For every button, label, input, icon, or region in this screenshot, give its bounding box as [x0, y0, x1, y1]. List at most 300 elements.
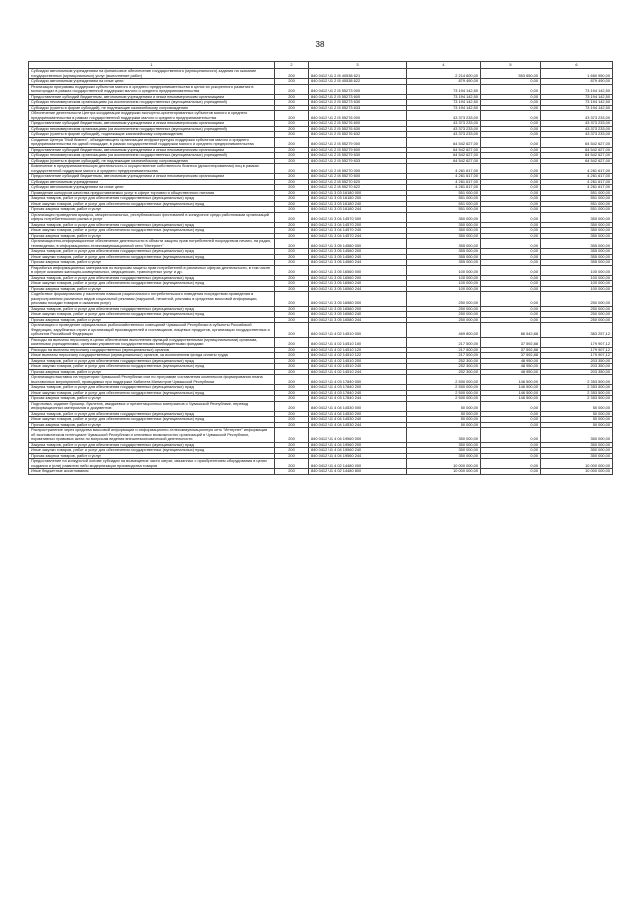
row-code-cell: 200 [275, 358, 309, 364]
row-remaining-cell: 64 542 627,00 [541, 147, 613, 153]
row-code-cell: 200 [275, 254, 309, 260]
row-kbk-cell: 840 0412 Ч1 4 04 19560 240 [309, 448, 407, 454]
row-planned-cell: 355 000,00 [407, 260, 481, 266]
row-executed-cell: 0,00 [481, 292, 541, 307]
row-executed-cell: 0,00 [481, 164, 541, 174]
row-kbk-cell: 840 0412 Ч1 4 04 14530 000 [309, 401, 407, 411]
row-executed-cell: 0,00 [481, 260, 541, 266]
row-code-cell: 200 [275, 312, 309, 318]
row-executed-cell: 0,00 [481, 100, 541, 106]
row-kbk-cell: 840 0412 Ч1 4 02 14510 240 [309, 364, 407, 370]
row-kbk-cell: 840 0412 Ч1 4 04 14530 200 [309, 411, 407, 417]
row-name-cell: Прочая закупка товаров, работ и услуг [29, 286, 275, 292]
row-kbk-cell: 840 0412 Ч1 3 05 16580 200 [309, 306, 407, 312]
row-executed-cell: 86 542,88 [481, 323, 541, 338]
row-code-cell: 200 [275, 260, 309, 266]
table-row [29, 364, 613, 370]
row-remaining-cell: 50 000,00 [541, 411, 613, 417]
row-name-cell: Иные закупки товаров, работ и услуг для обеспечения государственных (муниципальных) нужд [29, 201, 275, 207]
row-executed-cell: 0,00 [481, 201, 541, 207]
row-remaining-cell: 355 000,00 [541, 260, 613, 266]
table-row [29, 469, 613, 475]
row-planned-cell: 250 000,00 [407, 312, 481, 318]
row-remaining-cell: 250 000,00 [541, 306, 613, 312]
row-name-cell: Закупка товаров, работ и услуг для обеспечения государственных (муниципальных) нужд [29, 249, 275, 255]
row-name-cell: Закупка товаров, работ и услуг для обеспечения государственных (муниципальных) нужд [29, 222, 275, 228]
row-executed-cell: 0,00 [481, 228, 541, 234]
row-remaining-cell: 179 907,12 [541, 337, 613, 347]
row-kbk-cell: 840 0412 Ч1 2 I8 55270 000 [309, 164, 407, 174]
row-remaining-cell: 551 000,00 [541, 196, 613, 202]
row-kbk-cell: 840 0412 Ч1 2 I5 55279 600 [309, 147, 407, 153]
row-remaining-cell: 50 000,00 [541, 417, 613, 423]
row-name-cell: Прочая закупка товаров, работ и услуг [29, 233, 275, 239]
row-name-cell: Предоставление субсидий бюджетным, автономным учреждениям и иным некоммерческим организациям [29, 147, 275, 153]
row-code-cell: 200 [275, 396, 309, 402]
row-kbk-cell: 840 0412 Ч1 3 03 16180 240 [309, 201, 407, 207]
row-executed-cell: 0,00 [481, 137, 541, 147]
row-name-cell: Организация выставок на территории Чувашской Республики или по программе составления комплексов формирования плана выставочных мероприятий, проводимых при поддержке Кабинета Министров Чувашской Республики [29, 375, 275, 385]
row-name-cell: Предоставление на конкурсной основе субсидии на возмещение части затрат, связанных с приобретением оборудования в целях создания и (или) развития либо модернизации производства товаров [29, 459, 275, 469]
row-kbk-cell: 840 0412 Ч1 4 02 14510 200 [309, 358, 407, 364]
row-executed-cell: 146 500,00 [481, 375, 541, 385]
row-planned-cell: 50 000,00 [407, 417, 481, 423]
row-code-cell: 200 [275, 233, 309, 239]
row-planned-cell: 100 000,00 [407, 286, 481, 292]
row-executed-cell: 0,00 [481, 179, 541, 185]
row-executed-cell: 0,00 [481, 422, 541, 428]
row-kbk-cell: 840 0412 Ч1 2 I5 55279 633 [309, 158, 407, 164]
row-remaining-cell: 355 000,00 [541, 249, 613, 255]
row-executed-cell: 0,00 [481, 417, 541, 423]
row-remaining-cell: 551 000,00 [541, 190, 613, 196]
row-executed-cell: 0,00 [481, 132, 541, 138]
table-row [29, 401, 613, 411]
row-executed-cell: 0,00 [481, 448, 541, 454]
row-planned-cell: 551 000,00 [407, 207, 481, 213]
table-row [29, 385, 613, 391]
row-kbk-cell: 840 0412 Ч1 4 04 19560 244 [309, 453, 407, 459]
row-executed-cell: 0,00 [481, 158, 541, 164]
row-remaining-cell: 350 000,00 [541, 428, 613, 443]
row-name-cell: Прочая закупка товаров, работ и услуг [29, 207, 275, 213]
row-name-cell: Субсидии (гранты в форме субсидий), не подлежащие казначейскому сопровождению [29, 105, 275, 111]
row-code-cell: 200 [275, 390, 309, 396]
table-row [29, 375, 613, 385]
row-planned-cell: 73 194 142,50 [407, 105, 481, 111]
row-executed-cell: 0,00 [481, 84, 541, 94]
column-header: 5 [481, 62, 541, 69]
row-planned-cell: 50 000,00 [407, 411, 481, 417]
row-executed-cell: 0,00 [481, 147, 541, 153]
row-planned-cell: 551 000,00 [407, 196, 481, 202]
row-name-cell: Субсидии некоммерческим организациям (за исключением государственных (муниципальных) учреждений) [29, 126, 275, 132]
row-planned-cell: 73 194 142,50 [407, 94, 481, 100]
row-name-cell: Закупка товаров, работ и услуг для обеспечения государственных (муниципальных) нужд [29, 385, 275, 391]
row-kbk-cell: 840 0412 Ч1 3 05 16580 244 [309, 317, 407, 323]
row-planned-cell: 217 500,00 [407, 353, 481, 359]
row-remaining-cell: 50 000,00 [541, 422, 613, 428]
row-planned-cell: 100 000,00 [407, 275, 481, 281]
row-kbk-cell: 840 0412 Ч1 4 02 14480 000 [309, 459, 407, 469]
column-header: 6 [541, 62, 613, 69]
row-planned-cell: 50 000,00 [407, 422, 481, 428]
row-code-cell: 200 [275, 207, 309, 213]
row-code-cell: 200 [275, 275, 309, 281]
table-row [29, 239, 613, 249]
row-code-cell: 200 [275, 265, 309, 275]
row-executed-cell: 0,00 [481, 411, 541, 417]
row-kbk-cell: 840 0412 Ч1 3 03 16180 244 [309, 207, 407, 213]
row-name-cell: Иные выплаты персоналу государственных (муниципальных) органов, за исключением фонда оплаты труда [29, 353, 275, 359]
row-executed-cell: 0,00 [481, 254, 541, 260]
row-code-cell: 200 [275, 196, 309, 202]
row-planned-cell: 350 000,00 [407, 233, 481, 239]
row-remaining-cell: 4 261 617,00 [541, 185, 613, 191]
row-code-cell: 200 [275, 337, 309, 347]
row-kbk-cell: 840 0412 Ч1 3 05 14580 244 [309, 260, 407, 266]
row-executed-cell: 0,00 [481, 286, 541, 292]
row-code-cell: 200 [275, 94, 309, 100]
row-remaining-cell: 350 000,00 [541, 212, 613, 222]
row-planned-cell: 355 000,00 [407, 239, 481, 249]
row-kbk-cell: 840 0412 Ч1 2 I8 55270 622 [309, 185, 407, 191]
row-executed-cell: 0,00 [481, 222, 541, 228]
row-kbk-cell: 840 0412 Ч1 4 04 14530 240 [309, 417, 407, 423]
row-name-cell: Организация проведения ярмарок, межрегиональных, республиканских фестивалей в конкурсное среди работниками организаций сферы потребительского рынка и услуг [29, 212, 275, 222]
table-row [29, 358, 613, 364]
row-kbk-cell: 840 0412 Ч1 4 04 19560 200 [309, 442, 407, 448]
row-kbk-cell: 840 0412 Ч1 3 05 16560 244 [309, 286, 407, 292]
row-code-cell: 200 [275, 281, 309, 287]
row-code-cell: 200 [275, 428, 309, 443]
row-name-cell: Обеспечение деятельности Центра координации поддержки экспортно-ориентированных субъектов малого и среднего предпринимательства в рамках государственной поддержки малого и среднего предпринимательства [29, 111, 275, 121]
row-name-cell: Прочая закупка товаров, работ и услуг [29, 260, 275, 266]
row-kbk-cell: 840 0412 Ч1 4 02 14510 100 [309, 337, 407, 347]
row-name-cell: Проведение конкурсов качества предоставляемых услуг в сфере торговли и общественного питания [29, 190, 275, 196]
row-name-cell: Содействие формированию у населения навыков рационального потребительского поведения посредством проведения в распространения различных видов социальной рекламы (наружной, печатной, рекламы в средствах массовой информации, рекламы посадки товаров и оказания услуг) [29, 292, 275, 307]
row-kbk-cell: 840 0412 Ч1 2 I5 55273 600 [309, 94, 407, 100]
row-kbk-cell: 840 0412 Ч1 2 I8 55270 620 [309, 179, 407, 185]
row-remaining-cell: 2 353 500,00 [541, 396, 613, 402]
row-name-cell: Прочая закупка товаров, работ и услуг [29, 453, 275, 459]
row-remaining-cell: 100 000,00 [541, 275, 613, 281]
row-name-cell: Создание Центра "Мой бизнес", объединяющего организации инфраструктуры поддержки субъектов малого и среднего предпринимательства на одной площадке, в рамках государственной поддержки малого и среднего предпринимательства [29, 137, 275, 147]
row-kbk-cell: 840 0412 Ч1 2 I5 55276 632 [309, 132, 407, 138]
row-kbk-cell: 840 0412 Ч1 4 02 14510 244 [309, 369, 407, 375]
row-code-cell: 200 [275, 453, 309, 459]
row-executed-cell: 0,00 [481, 207, 541, 213]
row-code-cell: 200 [275, 111, 309, 121]
row-planned-cell: 879 490,00 [407, 79, 481, 85]
row-remaining-cell: 250 000,00 [541, 312, 613, 318]
row-name-cell: Подготовка, издание брошюр, буклетов, имиджевых и презентационных материалов о Чувашской Республике, перевод информационных материалов и документов [29, 401, 275, 411]
row-executed-cell: 0,00 [481, 239, 541, 249]
row-planned-cell: 4 261 617,00 [407, 164, 481, 174]
row-planned-cell: 2 500 000,00 [407, 396, 481, 402]
row-code-cell: 200 [275, 448, 309, 454]
row-code-cell: 200 [275, 369, 309, 375]
row-kbk-cell: 840 0412 Ч1 2 I5 55273 630 [309, 100, 407, 106]
column-header: 4 [407, 62, 481, 69]
row-remaining-cell: 50 000,00 [541, 401, 613, 411]
table-row [29, 353, 613, 359]
row-code-cell: 200 [275, 153, 309, 159]
row-executed-cell: 37 592,88 [481, 347, 541, 353]
row-executed-cell: 0,00 [481, 442, 541, 448]
row-code-cell: 200 [275, 79, 309, 85]
row-name-cell: Распространение через средства массовой информации и информационно-телекоммуникационную сеть "Интернет" информации об экономическом потенциале Чувашской Республики и ключевых возможностях организаций в Чувашской Республике, нормативных правовых актах по вопросам ведения внешнеэкономической деятельности [29, 428, 275, 443]
row-planned-cell: 2 214 600,00 [407, 69, 481, 79]
row-planned-cell: 43 373 233,00 [407, 111, 481, 121]
row-planned-cell: 350 000,00 [407, 428, 481, 443]
row-remaining-cell: 250 000,00 [541, 292, 613, 307]
row-remaining-cell: 64 542 627,00 [541, 137, 613, 147]
row-kbk-cell: 840 0412 Ч1 3 04 14570 244 [309, 233, 407, 239]
row-planned-cell: 4 261 617,00 [407, 185, 481, 191]
row-code-cell: 200 [275, 164, 309, 174]
row-code-cell: 200 [275, 132, 309, 138]
row-name-cell: Реализация программы поддержки субъектов малого и среднего предпринимательства в целях их ускоренного развития в моногородах в рамках государственной поддержки малого и среднего предпринимательства [29, 84, 275, 94]
row-executed-cell: 0,00 [481, 281, 541, 287]
row-executed-cell: 0,00 [481, 196, 541, 202]
row-planned-cell: 350 000,00 [407, 212, 481, 222]
row-remaining-cell: 4 261 617,00 [541, 174, 613, 180]
row-remaining-cell: 4 261 617,00 [541, 164, 613, 174]
row-code-cell: 200 [275, 364, 309, 370]
row-kbk-cell: 840 0412 Ч1 2 I5 55279 000 [309, 137, 407, 147]
row-remaining-cell: 350 000,00 [541, 448, 613, 454]
row-code-cell: 200 [275, 69, 309, 79]
row-name-cell: Иные закупки товаров, работ и услуг для обеспечения государственных (муниципальных) нужд [29, 364, 275, 370]
row-kbk-cell: 840 0412 Ч1 4 03 17840 244 [309, 396, 407, 402]
row-code-cell: 200 [275, 84, 309, 94]
row-planned-cell: 250 000,00 [407, 306, 481, 312]
table-row [29, 212, 613, 222]
row-executed-cell: 0,00 [481, 212, 541, 222]
row-name-cell: Предоставление субсидий бюджетным, автономным учреждениям и иным некоммерческим организациям [29, 121, 275, 127]
row-name-cell: Организационно-информационное обеспечение деятельности в области защиты прав потребителей посредством печати, на радио, телевидении, в информационно-телекоммуникационной сети "Интернет" [29, 239, 275, 249]
row-remaining-cell: 64 542 627,00 [541, 158, 613, 164]
row-planned-cell: 43 373 233,00 [407, 121, 481, 127]
row-code-cell: 200 [275, 323, 309, 338]
table-row [29, 69, 613, 79]
row-remaining-cell: 4 261 617,00 [541, 179, 613, 185]
row-kbk-cell: 840 0412 Ч1 2 I5 55276 000 [309, 111, 407, 121]
table-row [29, 265, 613, 275]
row-planned-cell: 100 000,00 [407, 281, 481, 287]
row-remaining-cell: 1 660 950,00 [541, 69, 613, 79]
row-planned-cell: 73 194 142,50 [407, 84, 481, 94]
table-row [29, 390, 613, 396]
row-name-cell: Иные закупки товаров, работ и услуг для обеспечения государственных (муниципальных) нужд [29, 390, 275, 396]
row-executed-cell: 0,00 [481, 174, 541, 180]
budget-table [28, 61, 613, 475]
row-executed-cell: 553 650,00 [481, 69, 541, 79]
row-remaining-cell: 43 373 233,00 [541, 121, 613, 127]
row-name-cell: Субсидии автономным учреждениям на иные цели [29, 79, 275, 85]
row-executed-cell: 0,00 [481, 312, 541, 318]
row-remaining-cell: 10 000 000,00 [541, 469, 613, 475]
row-planned-cell: 350 000,00 [407, 453, 481, 459]
row-planned-cell: 350 000,00 [407, 222, 481, 228]
row-planned-cell: 2 500 000,00 [407, 390, 481, 396]
row-name-cell: Иные закупки товаров, работ и услуг для обеспечения государственных (муниципальных) нужд [29, 254, 275, 260]
row-executed-cell: 0,00 [481, 453, 541, 459]
row-name-cell: Субсидии некоммерческим организациям (за исключением государственных (муниципальных) учреждений) [29, 153, 275, 159]
row-kbk-cell: 840 0412 Ч1 3 04 14570 240 [309, 228, 407, 234]
row-planned-cell: 43 373 233,00 [407, 132, 481, 138]
row-executed-cell: 48 950,00 [481, 369, 541, 375]
row-planned-cell: 10 000 000,00 [407, 459, 481, 469]
row-kbk-cell: 840 0412 Ч1 3 03 16180 000 [309, 190, 407, 196]
row-code-cell: 200 [275, 469, 309, 475]
table-row [29, 428, 613, 443]
table-row [29, 337, 613, 347]
row-kbk-cell: 840 0412 Ч1 3 05 16560 240 [309, 281, 407, 287]
row-code-cell: 200 [275, 306, 309, 312]
row-planned-cell: 100 000,00 [407, 265, 481, 275]
row-executed-cell: 0,00 [481, 401, 541, 411]
column-header: 2 [275, 62, 309, 69]
row-name-cell: Иные закупки товаров, работ и услуг для обеспечения государственных (муниципальных) нужд [29, 448, 275, 454]
row-remaining-cell: 879 490,00 [541, 79, 613, 85]
row-executed-cell: 0,00 [481, 428, 541, 443]
row-planned-cell: 50 000,00 [407, 401, 481, 411]
row-code-cell: 200 [275, 158, 309, 164]
row-code-cell: 200 [275, 286, 309, 292]
row-remaining-cell: 179 907,12 [541, 347, 613, 353]
row-remaining-cell: 350 000,00 [541, 453, 613, 459]
row-planned-cell: 2 500 000,00 [407, 385, 481, 391]
row-planned-cell: 73 194 142,50 [407, 100, 481, 106]
row-name-cell: Предоставление субсидий бюджетным, автономным учреждениям и иным некоммерческим организациям [29, 94, 275, 100]
row-planned-cell: 250 000,00 [407, 317, 481, 323]
row-planned-cell: 2 500 000,00 [407, 375, 481, 385]
table-row [29, 459, 613, 469]
row-remaining-cell: 203 350,00 [541, 364, 613, 370]
row-executed-cell: 0,00 [481, 265, 541, 275]
column-header: 1 [29, 62, 275, 69]
row-planned-cell: 252 300,00 [407, 358, 481, 364]
row-remaining-cell: 179 907,12 [541, 353, 613, 359]
row-name-cell: Расходы на выплаты персоналу в целях обеспечения выполнения функций государственными (муниципальными) органами, казенными учреждениями, органами управления государственными внебюджетными фондами [29, 337, 275, 347]
row-executed-cell: 146 500,00 [481, 396, 541, 402]
row-kbk-cell: 840 0412 Ч1 2 I5 55273 633 [309, 105, 407, 111]
row-name-cell: Разработка информационных материалов по вопросам защиты прав потребителей в различных сферах деятельности, в том числе в сфере оказания жилищно-коммунальных, медицинских, транспортных услуг и др. [29, 265, 275, 275]
row-remaining-cell: 100 000,00 [541, 286, 613, 292]
row-planned-cell: 43 373 233,00 [407, 126, 481, 132]
row-executed-cell: 0,00 [481, 153, 541, 159]
table-row [29, 164, 613, 174]
row-remaining-cell: 73 194 142,50 [541, 100, 613, 106]
row-remaining-cell: 551 000,00 [541, 207, 613, 213]
row-executed-cell: 0,00 [481, 94, 541, 100]
row-executed-cell: 0,00 [481, 233, 541, 239]
row-planned-cell: 217 500,00 [407, 347, 481, 353]
row-code-cell: 200 [275, 201, 309, 207]
row-executed-cell: 0,00 [481, 190, 541, 196]
row-code-cell: 200 [275, 190, 309, 196]
table-row [29, 84, 613, 94]
row-executed-cell: 0,00 [481, 126, 541, 132]
row-kbk-cell: 840 0412 Ч1 4 03 17840 000 [309, 375, 407, 385]
row-code-cell: 200 [275, 174, 309, 180]
row-code-cell: 200 [275, 292, 309, 307]
row-remaining-cell: 73 194 142,50 [541, 84, 613, 94]
row-name-cell: Закупка товаров, работ и услуг для обеспечения государственных (муниципальных) нужд [29, 275, 275, 281]
row-kbk-cell: 840 0412 Ч1 4 04 14530 244 [309, 422, 407, 428]
row-remaining-cell: 355 000,00 [541, 254, 613, 260]
row-code-cell: 200 [275, 353, 309, 359]
row-executed-cell: 0,00 [481, 105, 541, 111]
row-remaining-cell: 2 353 500,00 [541, 385, 613, 391]
row-remaining-cell: 100 000,00 [541, 281, 613, 287]
row-remaining-cell: 73 194 142,50 [541, 105, 613, 111]
row-planned-cell: 64 542 627,00 [407, 158, 481, 164]
row-kbk-cell: 840 0412 Ч1 4 03 17840 200 [309, 385, 407, 391]
row-name-cell: Закупка товаров, работ и услуг для обеспечения государственных (муниципальных) нужд [29, 306, 275, 312]
row-kbk-cell: 840 0412 Ч1 4 02 14510 000 [309, 323, 407, 338]
row-name-cell: Субсидии некоммерческим организациям (за исключением государственных (муниципальных) учреждений) [29, 100, 275, 106]
row-remaining-cell: 350 000,00 [541, 222, 613, 228]
row-remaining-cell: 2 353 500,00 [541, 375, 613, 385]
row-name-cell: Субсидии (гранты в форме субсидий), не подлежащие казначейскому сопровождению [29, 158, 275, 164]
row-name-cell: Иные закупки товаров, работ и услуг для обеспечения государственных (муниципальных) нужд [29, 417, 275, 423]
row-kbk-cell: 840 0412 Ч1 4 03 17840 240 [309, 390, 407, 396]
row-kbk-cell: 840 0412 Ч1 3 05 14580 200 [309, 249, 407, 255]
row-kbk-cell: 840 0412 Ч1 3 05 14580 240 [309, 254, 407, 260]
row-name-cell: Закупка товаров, работ и услуг для обеспечения государственных (муниципальных) нужд [29, 411, 275, 417]
row-name-cell: Предоставление субсидий бюджетным, автономным учреждениям и иным некоммерческим организациям [29, 174, 275, 180]
row-code-cell: 200 [275, 147, 309, 153]
column-header: 3 [309, 62, 407, 69]
row-remaining-cell: 43 373 233,00 [541, 126, 613, 132]
page-number: 38 [315, 40, 325, 49]
row-name-cell: Субсидии автономным учреждениям на иные цели [29, 185, 275, 191]
row-remaining-cell: 551 000,00 [541, 201, 613, 207]
row-kbk-cell: 840 0412 Ч1 3 05 16580 000 [309, 292, 407, 307]
row-kbk-cell: 840 0412 Ч1 3 05 14580 000 [309, 239, 407, 249]
row-planned-cell: 551 000,00 [407, 201, 481, 207]
row-kbk-cell: 840 0412 Ч1 4 02 14510 122 [309, 353, 407, 359]
row-planned-cell: 10 000 000,00 [407, 469, 481, 475]
row-kbk-cell: 840 0412 Ч1 4 02 14510 120 [309, 347, 407, 353]
row-planned-cell: 252 300,00 [407, 369, 481, 375]
row-kbk-cell: 840 0412 Ч1 3 04 14570 000 [309, 212, 407, 222]
row-planned-cell: 64 542 627,00 [407, 153, 481, 159]
row-code-cell: 200 [275, 126, 309, 132]
row-code-cell: 200 [275, 239, 309, 249]
row-remaining-cell: 203 350,00 [541, 358, 613, 364]
row-code-cell: 200 [275, 375, 309, 385]
row-code-cell: 200 [275, 347, 309, 353]
row-executed-cell: 0,00 [481, 121, 541, 127]
row-remaining-cell: 350 000,00 [541, 228, 613, 234]
table-row [29, 111, 613, 121]
row-executed-cell: 48 950,00 [481, 358, 541, 364]
row-code-cell: 200 [275, 179, 309, 185]
table-header-row [29, 62, 613, 69]
row-planned-cell: 64 542 627,00 [407, 147, 481, 153]
table-row [29, 347, 613, 353]
row-planned-cell: 350 000,00 [407, 448, 481, 454]
table-row [29, 292, 613, 307]
row-code-cell: 200 [275, 121, 309, 127]
row-remaining-cell: 43 373 233,00 [541, 132, 613, 138]
row-kbk-cell: 840 0412 Ч1 3 04 14570 200 [309, 222, 407, 228]
row-code-cell: 200 [275, 249, 309, 255]
